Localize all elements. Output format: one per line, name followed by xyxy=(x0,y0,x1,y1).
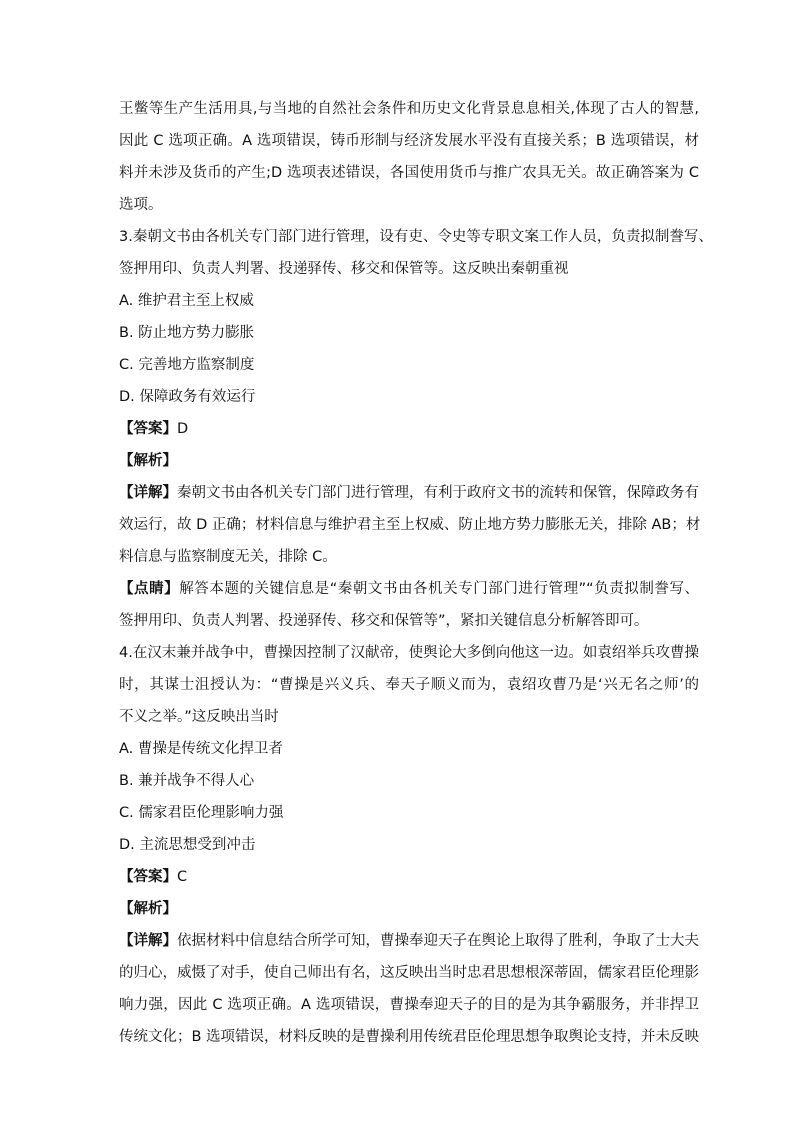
option-b: B. 兼并战争不得人心 xyxy=(119,773,255,789)
analysis-tag: 【解析】 xyxy=(119,901,177,917)
option-b: B. 防止地方势力膨胀 xyxy=(119,325,255,341)
detail-tag: 【详解】 xyxy=(119,485,177,501)
analysis-tag: 【解析】 xyxy=(119,453,177,469)
detail-tag: 【详解】 xyxy=(119,933,177,949)
comment-line: 签押用印、负责人判署、投递驿传、移交和保管等”，紧扣关键信息分析解答即可。 xyxy=(119,613,649,629)
text-line: 料并未涉及货币的产生;D 选项表述错误，各国使用货币与推广农具无关。故正确答案为 C xyxy=(119,165,699,181)
explanation-line: 【详解】秦朝文书由各机关专门部门进行管理，有利于政府文书的流转和保管，保障政务有 xyxy=(119,485,699,501)
answer-tag: 【答案】 xyxy=(119,869,177,885)
comment-tag: 【点睛】 xyxy=(119,581,180,597)
explanation-line: 响力强，因此 C 选项正确。A 选项错误，曹操奉迎天子的目的是为其争霸服务，并非捍卫 xyxy=(119,997,699,1013)
option-d: D. 主流思想受到冲击 xyxy=(119,837,256,853)
comment-line: 【点睛】解答本题的关键信息是“秦朝文书由各机关专门部门进行管理”“负责拟制誊写、 xyxy=(119,581,699,597)
question-4-stem: 4.在汉末兼并战争中，曹操因控制了汉献帝，使舆论大多倒向他这一边。如袁绍举兵攻曹操 xyxy=(119,645,699,661)
text-line: 选项。 xyxy=(119,197,163,213)
option-a: A. 维护君主至上权威 xyxy=(119,293,254,309)
explanation-line: 的归心，威慑了对手，使自己师出有名，这反映出当时忠君思想根深蒂固，儒家君臣伦理影 xyxy=(119,965,699,981)
answer-line: 【答案】C xyxy=(119,869,188,885)
option-c: C. 完善地方监察制度 xyxy=(119,357,255,373)
option-c: C. 儒家君臣伦理影响力强 xyxy=(119,805,284,821)
analysis-heading xyxy=(119,446,699,477)
analysis-heading xyxy=(119,894,699,925)
text-line: 王鳖等生产生活用具,与当地的自然社会条件和历史文化背景息息相关,体现了古人的智慧, xyxy=(119,101,699,117)
question-4-stem: 时，其谋士沮授认为：“曹操是兴义兵、奉天子顺义而为，袁绍攻曹乃是‘兴无名之师’的 xyxy=(119,677,699,693)
question-3-stem: 签押用印、负责人判署、投递驿传、移交和保管等。这反映出秦朝重视 xyxy=(119,261,569,277)
explanation-line: 【详解】依据材料中信息结合所学可知，曹操奉迎天子在舆论上取得了胜利，争取了士大夫 xyxy=(119,933,699,949)
text-line: 因此 C 选项正确。A 选项错误，铸币形制与经济发展水平没有直接关系；B 选项错误，材 xyxy=(119,133,699,149)
option-d: D. 保障政务有效运行 xyxy=(119,389,256,405)
explanation-line: 效运行，故 D 正确；材料信息与维护君主至上权威、防止地方势力膨胀无关，排除 AB；材 xyxy=(119,517,701,533)
explanation-line: 料信息与监察制度无关，排除 C。 xyxy=(119,549,337,565)
question-4-stem: 不义之举。”这反映出当时 xyxy=(119,709,279,725)
explanation-line: 传统文化；B 选项错误，材料反映的是曹操利用传统君臣伦理思想争取舆论支持，并未反映 xyxy=(119,1029,700,1045)
question-3-stem: 3.秦朝文书由各机关专门部门进行管理，设有吏、令史等专职文案工作人员，负责拟制誊写、 xyxy=(119,229,713,245)
answer-line: 【答案】D xyxy=(119,421,189,437)
option-a: A. 曹操是传统文化捍卫者 xyxy=(119,741,283,757)
answer-tag: 【答案】 xyxy=(119,421,177,437)
